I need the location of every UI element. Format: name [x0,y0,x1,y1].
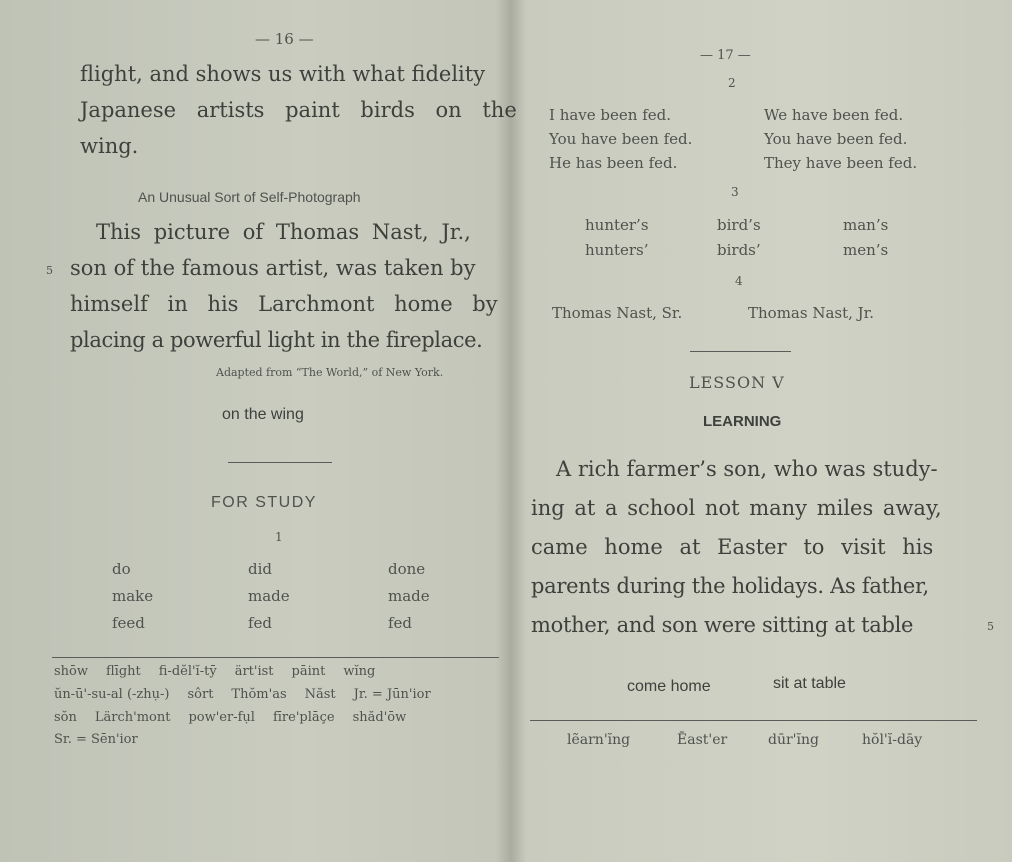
divider [228,462,332,463]
footnote-rule [52,657,499,658]
paragraph-line: son of the famous artist, was taken by [70,256,476,280]
fed-sentence: You have been fed. [549,130,693,148]
pronunciation-word: sŏn [54,710,77,725]
fed-sentence: You have been fed. [764,130,908,148]
possessive-cell: bird’s [717,216,761,234]
verb-cell: did [248,560,273,578]
paragraph-line: A rich farmer’s son, who was study- [556,457,938,481]
pronunciation-word: sôrt [187,687,214,702]
verb-cell: done [388,560,426,578]
paragraph-line: mother, and son were sitting at table [531,613,914,637]
pronunciation-word: fīre'plāçe [272,710,335,725]
exercise-number: 3 [731,185,739,199]
possessive-cell: hunter’s [585,216,649,234]
phrase: sit at table [773,675,846,692]
pronunciation-word: Lärch'mont [94,710,171,725]
text-line: wing. [80,134,139,158]
pronunciation-word: Thŏm'as [231,687,287,702]
section-title: An Unusual Sort of Self-Photograph [138,189,361,205]
name-jr: Thomas Nast, Jr. [748,304,874,322]
pronunciation-row [54,687,449,702]
possessive-cell: men’s [843,241,889,259]
possessive-cell: man’s [843,216,889,234]
pronunciation-word: dūr'ĭng [768,732,819,748]
pronunciation-word: shōw [54,664,88,679]
pronunciation-word: lẽarn'ĭng [567,732,631,748]
paragraph-line: came home at Easter to visit his [531,535,934,559]
verb-cell: made [388,587,430,605]
paragraph-line: himself in his Larchmont home by [70,292,498,316]
verb-cell: feed [112,614,145,632]
fed-sentence: They have been fed. [764,154,918,172]
pronunciation-row [54,732,156,747]
verb-cell: make [112,587,154,605]
study-number: 1 [275,530,283,544]
exercise-number: 4 [735,274,743,288]
paragraph-line: ing at a school not many miles away, [531,496,942,520]
pronunciation-word: wĭng [343,664,376,679]
pronunciation-word: ŭn-ū'-su-al (-zhụ-) [54,687,170,702]
verb-cell: fed [388,614,413,632]
pronunciation-word: fi-dĕl'ĭ-tȳ [158,664,217,679]
line-marker: 5 [46,264,53,277]
source-credit: Adapted from “The World,” of New York. [216,366,444,379]
exercise-number: 2 [728,76,736,90]
paragraph-line: This picture of Thomas Nast, Jr., [96,220,471,244]
pronunciation-word: Năst [304,687,336,702]
name-sr: Thomas Nast, Sr. [552,304,683,322]
paragraph-line: placing a powerful light in the fireplace. [70,328,483,352]
footnote-rule [530,720,977,721]
pronunciation-word: Sr. = Sēn'ior [54,732,138,747]
possessive-cell: birds’ [717,241,761,259]
verb-cell: do [112,560,131,578]
paragraph-line: parents during the holidays. As father, [531,574,929,598]
study-heading: FOR STUDY [211,494,317,511]
possessive-cell: hunters’ [585,241,649,259]
divider [690,351,791,352]
pronunciation-word: Ēast'er [677,732,728,748]
lesson-number: LESSON V [689,373,785,392]
verb-cell: fed [248,614,273,632]
pronunciation-word: hŏl'ĭ-dāy [862,732,923,748]
pronunciation-row [54,710,424,725]
pronunciation-word: shăd'ōw [352,710,407,725]
lesson-title: LEARNING [703,413,782,430]
text-line: flight, and shows us with what fidelity [80,62,486,86]
text-line: Japanese artists paint birds on the [80,98,517,122]
fed-sentence: He has been fed. [549,154,678,172]
pronunciation-word: ärt'ist [234,664,274,679]
pronunciation-word: flīght [106,664,141,679]
fed-sentence: We have been fed. [764,106,904,124]
fed-sentence: I have been fed. [549,106,671,124]
verb-cell: made [248,587,290,605]
page-number-left: — 16 — [255,30,314,48]
phrase: on the wing [222,406,304,423]
phrase: come home [627,678,711,695]
page-number-right: — 17 — [700,48,751,63]
pronunciation-word: pāint [291,664,326,679]
pronunciation-row [54,664,393,679]
line-marker: 5 [987,620,994,633]
pronunciation-word: pow'er-fụl [188,710,255,725]
pronunciation-word: Jr. = Jūn'ior [353,687,431,702]
